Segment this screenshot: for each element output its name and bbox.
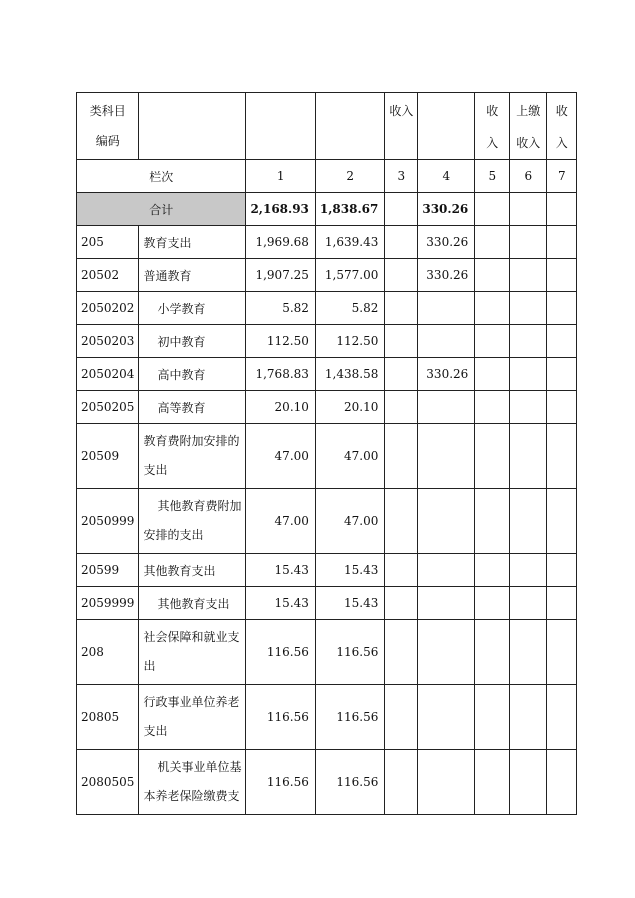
total-col-1: 2,168.93 bbox=[246, 193, 315, 226]
row-col-7 bbox=[547, 226, 577, 259]
row-col-7 bbox=[547, 424, 577, 489]
total-label: 合计 bbox=[77, 193, 246, 226]
row-name-line1: 其他教育费附加 bbox=[157, 499, 242, 513]
row-col-2: 1,577.00 bbox=[315, 259, 384, 292]
row-col-2: 112.50 bbox=[315, 325, 384, 358]
row-col-2: 15.43 bbox=[315, 587, 384, 620]
row-col-4 bbox=[418, 489, 475, 554]
total-row bbox=[77, 193, 577, 226]
row-code: 20805 bbox=[77, 685, 139, 750]
row-name: 高中教育 bbox=[139, 358, 246, 391]
index-col-6: 6 bbox=[510, 160, 547, 193]
row-col-5 bbox=[475, 391, 510, 424]
table-row bbox=[77, 587, 577, 620]
row-col-1: 20.10 bbox=[246, 391, 315, 424]
row-col-3 bbox=[385, 358, 418, 391]
row-col-6 bbox=[510, 685, 547, 750]
row-name: 普通教育 bbox=[139, 259, 246, 292]
row-code: 2050202 bbox=[77, 292, 139, 325]
row-col-6 bbox=[510, 424, 547, 489]
row-name-line2: 安排的支出 bbox=[143, 528, 204, 542]
index-col-5: 5 bbox=[475, 160, 510, 193]
row-col-5 bbox=[475, 685, 510, 750]
index-col-7: 7 bbox=[547, 160, 577, 193]
row-col-5 bbox=[475, 226, 510, 259]
row-col-6 bbox=[510, 325, 547, 358]
row-col-4 bbox=[418, 685, 475, 750]
row-col-3 bbox=[385, 620, 418, 685]
row-code: 20599 bbox=[77, 554, 139, 587]
row-col-3 bbox=[385, 685, 418, 750]
row-code: 2050205 bbox=[77, 391, 139, 424]
row-name: 其他教育支出 bbox=[139, 554, 246, 587]
row-col-1: 112.50 bbox=[246, 325, 315, 358]
row-col-5 bbox=[475, 554, 510, 587]
row-col-7 bbox=[547, 292, 577, 325]
col3-header-cell bbox=[385, 93, 418, 160]
row-col-7 bbox=[547, 358, 577, 391]
table-row bbox=[77, 489, 577, 554]
row-col-3 bbox=[385, 554, 418, 587]
row-col-7 bbox=[547, 259, 577, 292]
table-row bbox=[77, 750, 577, 815]
row-name-line1: 行政事业单位养老 bbox=[143, 695, 240, 709]
table-row bbox=[77, 685, 577, 750]
row-col-6 bbox=[510, 587, 547, 620]
row-code: 208 bbox=[77, 620, 139, 685]
row-col-5 bbox=[475, 424, 510, 489]
row-col-1: 1,969.68 bbox=[246, 226, 315, 259]
row-col-7 bbox=[547, 391, 577, 424]
table-row bbox=[77, 554, 577, 587]
col6-header-line2: 收入 bbox=[516, 136, 541, 150]
row-col-2: 1,438.58 bbox=[315, 358, 384, 391]
row-col-7 bbox=[547, 489, 577, 554]
row-col-2: 20.10 bbox=[315, 391, 384, 424]
total-col-3 bbox=[385, 193, 418, 226]
col7-header-line2: 入 bbox=[555, 136, 568, 150]
row-col-7 bbox=[547, 750, 577, 815]
row-col-6 bbox=[510, 750, 547, 815]
col2-header-cell bbox=[315, 93, 384, 160]
row-col-1: 116.56 bbox=[246, 620, 315, 685]
row-col-7 bbox=[547, 620, 577, 685]
row-code: 2059999 bbox=[77, 587, 139, 620]
row-col-5 bbox=[475, 489, 510, 554]
row-col-1: 47.00 bbox=[246, 489, 315, 554]
row-col-1: 15.43 bbox=[246, 587, 315, 620]
col5-header-line2: 入 bbox=[486, 136, 499, 150]
code-header-line2: 编码 bbox=[95, 134, 120, 148]
row-code: 20509 bbox=[77, 424, 139, 489]
row-col-2: 116.56 bbox=[315, 620, 384, 685]
row-code: 205 bbox=[77, 226, 139, 259]
row-col-3 bbox=[385, 292, 418, 325]
table-row bbox=[77, 391, 577, 424]
row-col-1: 15.43 bbox=[246, 554, 315, 587]
row-col-5 bbox=[475, 292, 510, 325]
row-code: 2050203 bbox=[77, 325, 139, 358]
row-name-line2: 本养老保险缴费支 bbox=[143, 789, 240, 803]
row-col-2: 116.56 bbox=[315, 750, 384, 815]
row-col-4 bbox=[418, 292, 475, 325]
total-col-7 bbox=[547, 193, 577, 226]
row-col-1: 47.00 bbox=[246, 424, 315, 489]
row-col-3 bbox=[385, 587, 418, 620]
total-col-4: 330.26 bbox=[418, 193, 475, 226]
row-col-6 bbox=[510, 620, 547, 685]
row-col-4 bbox=[418, 554, 475, 587]
row-col-3 bbox=[385, 489, 418, 554]
total-col-6 bbox=[510, 193, 547, 226]
row-col-6 bbox=[510, 391, 547, 424]
row-col-5 bbox=[475, 620, 510, 685]
row-col-1: 5.82 bbox=[246, 292, 315, 325]
row-col-1: 116.56 bbox=[246, 750, 315, 815]
row-name: 教育支出 bbox=[139, 226, 246, 259]
index-col-3: 3 bbox=[385, 160, 418, 193]
header-row bbox=[77, 93, 577, 160]
row-col-4 bbox=[418, 424, 475, 489]
row-col-6 bbox=[510, 259, 547, 292]
row-col-3 bbox=[385, 750, 418, 815]
row-col-5 bbox=[475, 325, 510, 358]
row-name-line2: 支出 bbox=[143, 463, 168, 477]
row-col-7 bbox=[547, 587, 577, 620]
col5-header-cell bbox=[475, 93, 510, 160]
row-name-line2: 支出 bbox=[143, 724, 168, 738]
row-col-6 bbox=[510, 489, 547, 554]
row-col-4 bbox=[418, 325, 475, 358]
total-col-5 bbox=[475, 193, 510, 226]
index-col-2: 2 bbox=[315, 160, 384, 193]
row-code: 2050204 bbox=[77, 358, 139, 391]
table-row bbox=[77, 620, 577, 685]
row-col-2: 47.00 bbox=[315, 489, 384, 554]
row-col-7 bbox=[547, 685, 577, 750]
row-col-6 bbox=[510, 358, 547, 391]
row-col-4: 330.26 bbox=[418, 226, 475, 259]
col6-header-line1: 上缴 bbox=[516, 104, 541, 118]
row-col-1: 1,907.25 bbox=[246, 259, 315, 292]
col1-header-cell bbox=[246, 93, 315, 160]
row-name: 初中教育 bbox=[139, 325, 246, 358]
table-row bbox=[77, 358, 577, 391]
row-col-3 bbox=[385, 325, 418, 358]
row-col-1: 116.56 bbox=[246, 685, 315, 750]
name-header-cell bbox=[139, 93, 246, 160]
row-name bbox=[139, 424, 246, 489]
col6-header-cell bbox=[510, 93, 547, 160]
col3-header-label: 收入 bbox=[389, 104, 414, 118]
row-name bbox=[139, 620, 246, 685]
row-col-4 bbox=[418, 587, 475, 620]
code-header-line1: 类科目 bbox=[89, 104, 126, 118]
row-col-2: 5.82 bbox=[315, 292, 384, 325]
row-name: 小学教育 bbox=[139, 292, 246, 325]
table-row bbox=[77, 226, 577, 259]
table-row bbox=[77, 325, 577, 358]
col7-header-cell bbox=[547, 93, 577, 160]
row-name bbox=[139, 750, 246, 815]
table-row bbox=[77, 259, 577, 292]
row-col-5 bbox=[475, 587, 510, 620]
row-col-4 bbox=[418, 391, 475, 424]
row-col-6 bbox=[510, 554, 547, 587]
row-col-7 bbox=[547, 554, 577, 587]
budget-table bbox=[76, 92, 577, 815]
row-col-5 bbox=[475, 750, 510, 815]
row-col-4 bbox=[418, 750, 475, 815]
row-col-5 bbox=[475, 358, 510, 391]
row-col-7 bbox=[547, 325, 577, 358]
row-name-line1: 社会保障和就业支 bbox=[143, 630, 240, 644]
row-col-2: 47.00 bbox=[315, 424, 384, 489]
code-header-cell bbox=[77, 93, 139, 160]
row-col-6 bbox=[510, 292, 547, 325]
row-col-2: 1,639.43 bbox=[315, 226, 384, 259]
row-col-6 bbox=[510, 226, 547, 259]
table-row bbox=[77, 292, 577, 325]
row-col-5 bbox=[475, 259, 510, 292]
row-col-4 bbox=[418, 620, 475, 685]
row-col-3 bbox=[385, 226, 418, 259]
index-col-4: 4 bbox=[418, 160, 475, 193]
col5-header-line1: 收 bbox=[486, 104, 499, 118]
col7-header-line1: 收 bbox=[555, 104, 568, 118]
row-col-1: 1,768.83 bbox=[246, 358, 315, 391]
index-label: 栏次 bbox=[77, 160, 246, 193]
table-row bbox=[77, 424, 577, 489]
index-row bbox=[77, 160, 577, 193]
row-code: 20502 bbox=[77, 259, 139, 292]
row-name bbox=[139, 685, 246, 750]
row-code: 2080505 bbox=[77, 750, 139, 815]
row-code: 2050999 bbox=[77, 489, 139, 554]
row-name: 高等教育 bbox=[139, 391, 246, 424]
row-col-3 bbox=[385, 391, 418, 424]
row-name: 其他教育支出 bbox=[139, 587, 246, 620]
row-col-3 bbox=[385, 424, 418, 489]
row-name bbox=[139, 489, 246, 554]
row-col-2: 15.43 bbox=[315, 554, 384, 587]
col4-header-cell bbox=[418, 93, 475, 160]
row-name-line1: 机关事业单位基 bbox=[157, 760, 242, 774]
row-col-2: 116.56 bbox=[315, 685, 384, 750]
total-col-2: 1,838.67 bbox=[315, 193, 384, 226]
row-col-4: 330.26 bbox=[418, 259, 475, 292]
index-col-1: 1 bbox=[246, 160, 315, 193]
row-col-3 bbox=[385, 259, 418, 292]
row-col-4: 330.26 bbox=[418, 358, 475, 391]
row-name-line2: 出 bbox=[143, 659, 156, 673]
row-name-line1: 教育费附加安排的 bbox=[143, 434, 240, 448]
